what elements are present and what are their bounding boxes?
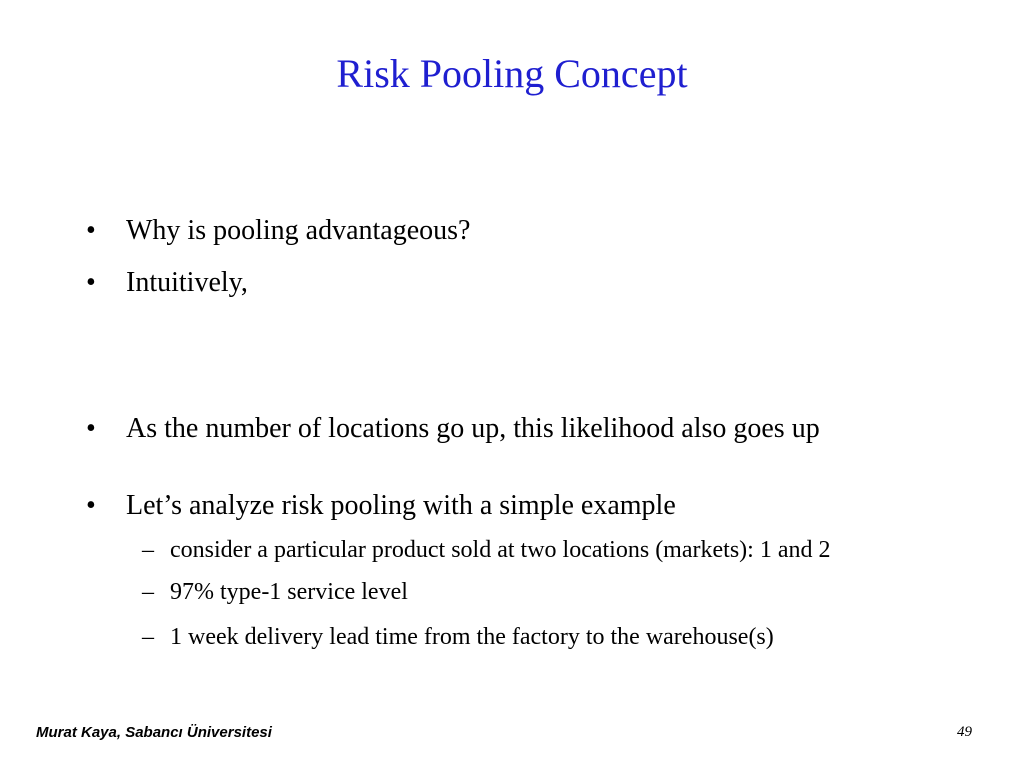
bullet-text: As the number of locations go up, this likelihood also goes up (126, 413, 820, 444)
bullet-text: Let’s analyze risk pooling with a simple example (126, 490, 676, 521)
page-number: 49 (957, 724, 972, 740)
bullet-text: Why is pooling advantageous? (126, 215, 471, 246)
bullet-item (86, 412, 820, 446)
bullet-text: Intuitively, (126, 267, 248, 298)
sub-bullet-marker: – (142, 624, 154, 650)
sub-bullet-item (142, 577, 408, 607)
bullet-item (86, 214, 470, 248)
bullet-marker: • (86, 490, 96, 521)
sub-bullet-marker: – (142, 537, 154, 563)
bullet-marker: • (86, 267, 96, 298)
sub-bullet-text: consider a particular product sold at two locations (markets): 1 and 2 (170, 537, 831, 563)
sub-bullet-text: 97% type-1 service level (170, 579, 408, 605)
bullet-item (86, 266, 248, 300)
sub-bullet-item (142, 622, 774, 652)
bullet-marker: • (86, 413, 96, 444)
bullet-item (86, 489, 676, 523)
sub-bullet-marker: – (142, 579, 154, 605)
slide-title: Risk Pooling Concept (336, 51, 688, 96)
sub-bullet-text: 1 week delivery lead time from the factory to the warehouse(s) (170, 624, 774, 650)
footer-author: Murat Kaya, Sabancı Üniversitesi (36, 724, 272, 741)
bullet-marker: • (86, 215, 96, 246)
sub-bullet-item (142, 535, 830, 565)
